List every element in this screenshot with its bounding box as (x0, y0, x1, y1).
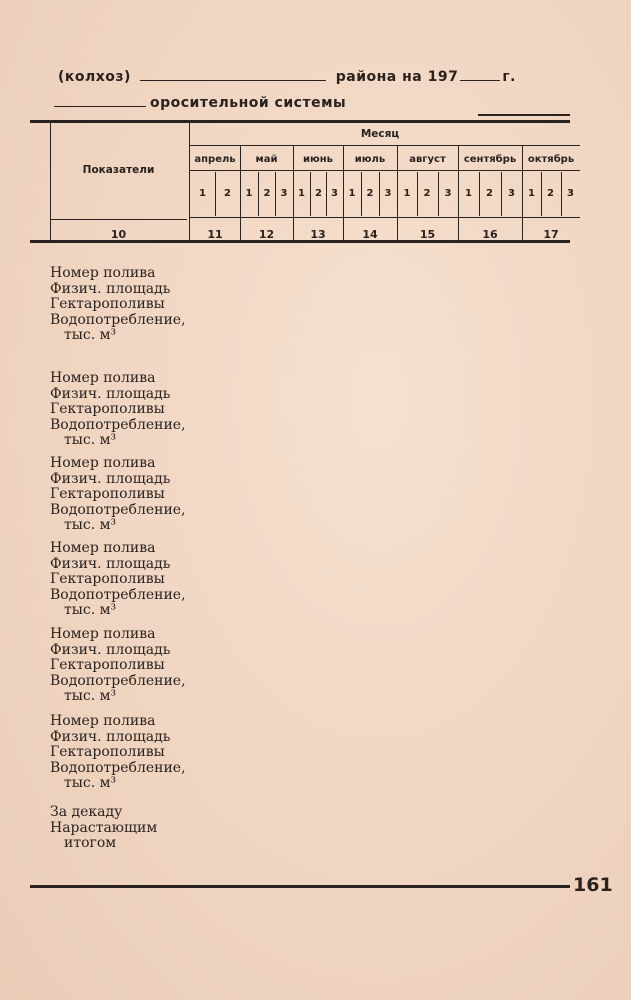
month-name: август (409, 154, 446, 165)
indicator-row: Номер полива (50, 626, 156, 642)
rayon-label: района на 197 (335, 69, 459, 85)
decade-label: 2 (224, 188, 231, 199)
indicator-row: Физич. площадь (50, 385, 171, 402)
indicator-row: Гектарополивы (50, 401, 165, 417)
indicators-header: Показатели (82, 164, 155, 176)
page-number: 161 (573, 874, 613, 896)
indicator-row: Водопотребление, (50, 416, 186, 433)
indicator-unit: тыс. м³ (64, 602, 117, 618)
indicator-row: Номер полива (50, 455, 156, 471)
indicator-row: Физич. площадь (50, 280, 171, 297)
totals-cumulative-cont: итогом (64, 835, 117, 851)
month-col-number: 15 (419, 228, 436, 241)
indicator-row: Физич. площадь (50, 470, 171, 487)
indicator-group (50, 266, 186, 344)
month-col-number: 13 (310, 228, 326, 241)
decade-label: 3 (508, 188, 515, 199)
decade-label: 2 (366, 188, 374, 199)
indicator-row: Гектарополивы (50, 486, 165, 502)
indicator-row: Физич. площадь (50, 555, 171, 572)
decade-label: 2 (547, 188, 554, 199)
indicator-group (50, 371, 186, 449)
indicator-row: Водопотребление, (50, 759, 186, 776)
month-col-number: 17 (543, 228, 559, 241)
table-left-border (50, 123, 51, 241)
month-name: июнь (303, 154, 333, 165)
month-name: май (255, 154, 278, 165)
indicator-row: Номер полива (50, 265, 156, 281)
month-col-number: 16 (482, 228, 498, 241)
decade-label: 1 (403, 188, 411, 199)
label-col-number: 10 (110, 228, 127, 241)
totals-per-decade: За декаду (50, 804, 123, 820)
indicator-row: Гектарополивы (50, 296, 165, 312)
system-label: оросительной системы (150, 95, 347, 111)
decade-label: 3 (280, 188, 288, 199)
indicator-row: Номер полива (50, 713, 156, 729)
indicator-group (50, 541, 186, 619)
month-col-number: 12 (258, 228, 275, 241)
decade-label: 2 (315, 188, 322, 199)
decade-label: 1 (528, 188, 535, 199)
label-col-rule (50, 219, 187, 220)
kolkhoz-label: (колхоз) (58, 69, 131, 85)
decade-label: 3 (331, 188, 338, 199)
decade-label: 3 (567, 188, 574, 199)
decade-label: 1 (245, 188, 253, 199)
year-suffix: г. (502, 69, 516, 85)
month-col-number: 14 (362, 228, 378, 241)
month-col-number: 11 (207, 228, 223, 241)
indicator-unit: тыс. м³ (64, 775, 117, 791)
indicator-group (50, 714, 186, 792)
totals-block (50, 805, 157, 852)
decade-label: 2 (263, 188, 271, 199)
month-name: июль (354, 154, 386, 165)
indicator-group (50, 456, 186, 534)
month-header: Месяц (360, 128, 400, 140)
table-header (0, 0, 631, 260)
decade-label: 1 (298, 188, 305, 199)
indicator-row: Гектарополивы (50, 657, 165, 673)
indicator-group (50, 627, 186, 705)
indicator-row: Водопотребление, (50, 672, 186, 689)
decade-label: 1 (348, 188, 356, 199)
footer-rule (30, 885, 570, 888)
indicator-row: Гектарополивы (50, 571, 165, 587)
indicator-unit: тыс. м³ (64, 688, 117, 704)
indicator-row: Номер полива (50, 370, 156, 386)
label-col-border (189, 123, 190, 241)
decade-label: 3 (384, 188, 392, 199)
month-name: апрель (194, 154, 236, 165)
indicator-row: Физич. площадь (50, 728, 171, 745)
indicator-row: Водопотребление, (50, 586, 186, 603)
month-name: сентябрь (463, 154, 517, 165)
decade-label: 2 (486, 188, 493, 199)
indicator-unit: тыс. м³ (64, 432, 117, 448)
indicator-row: Водопотребление, (50, 311, 186, 328)
decade-label: 3 (444, 188, 452, 199)
decade-label: 2 (423, 188, 431, 199)
totals-cumulative: Нарастающим (50, 819, 158, 836)
indicator-row: Номер полива (50, 540, 156, 556)
indicator-row: Физич. площадь (50, 641, 171, 658)
indicator-row: Водопотребление, (50, 501, 186, 518)
decade-label: 1 (199, 188, 206, 199)
indicator-unit: тыс. м³ (64, 517, 117, 533)
decade-label: 1 (465, 188, 472, 199)
indicator-row: Гектарополивы (50, 744, 165, 760)
month-name: октябрь (527, 154, 575, 165)
indicator-unit: тыс. м³ (64, 327, 117, 343)
